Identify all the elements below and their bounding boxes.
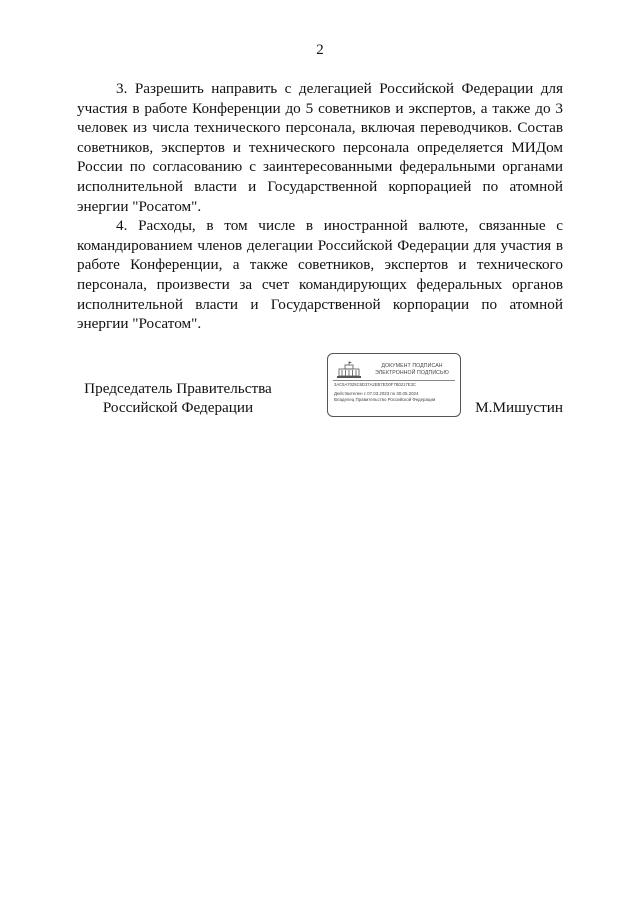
paragraph-3: 3. Разрешить направить с делегацией Российской Федерации для участия в работе Конференции до 5 советников и экспертов, а также до 3 человек из числа технического персонала, включая переводчиков. Состав советников, экспертов и технического персонала определяется МИДом России по согласованию с заинтересованными федеральными органами исполнительной власти и Государственной корпорацией по атомной энергии "Росатом". bbox=[77, 80, 563, 215]
stamp-heading bbox=[366, 363, 458, 376]
signer-title bbox=[78, 379, 278, 417]
electronic-signature-stamp bbox=[327, 353, 461, 417]
stamp-owner: Владелец Правительство Российской Федерации bbox=[334, 397, 436, 402]
document-body bbox=[77, 79, 563, 334]
stamp-validity: Действителен с 07.03.2023 по 30.05.2024 bbox=[334, 391, 419, 396]
signer-title-line1: Председатель Правительства bbox=[84, 380, 272, 397]
paragraph-4: 4. Расходы, в том числе в иностранной валюте, связанные с командированием членов делегации Российской Федерации для участия в работе Конференции, а также советников, экспертов и технического персонала, произвести за счет командирующих федеральных органов исполнительной власти и Государственной корпорации по атомной энергии "Росатом". bbox=[77, 217, 563, 333]
stamp-serial: 3AC5A7025C6D37A2EB7ED0F7B0217E3C bbox=[334, 382, 416, 387]
page-number: 2 bbox=[316, 42, 324, 58]
signer-name: М.Мишустин bbox=[475, 399, 563, 416]
stamp-heading-line1: ДОКУМЕНТ ПОДПИСАН bbox=[381, 363, 443, 369]
government-building-icon bbox=[336, 361, 362, 379]
stamp-divider bbox=[333, 380, 455, 381]
stamp-heading-line2: ЭЛЕКТРОННОЙ ПОДПИСЬЮ bbox=[375, 369, 449, 376]
signer-title-line2: Российской Федерации bbox=[102, 399, 254, 416]
signature-block bbox=[0, 353, 640, 423]
